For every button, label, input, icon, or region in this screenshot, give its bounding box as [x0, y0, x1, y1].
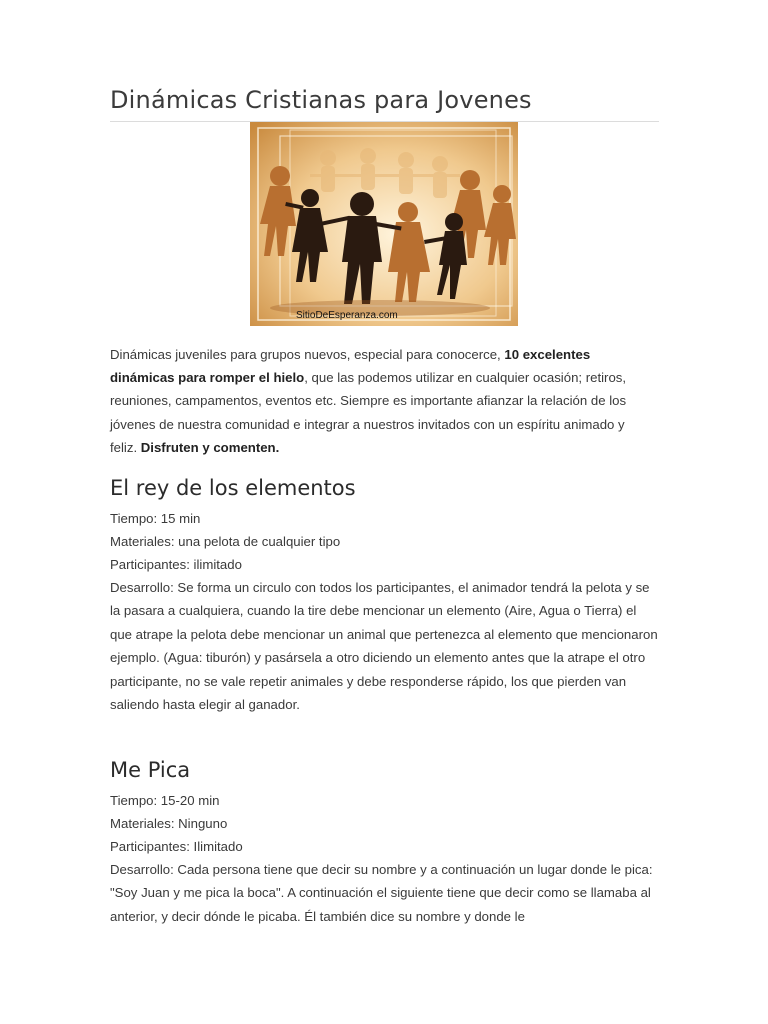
- people-holding-hands-image: [250, 122, 518, 326]
- page-title: Dinámicas Cristianas para Jovenes: [110, 86, 532, 114]
- intro-closing: Disfruten y comenten.: [140, 439, 280, 455]
- section-desarrollo: Desarrollo: Cada persona tiene que decir su nombre y a continuación un lugar donde le pica: "Soy Juan y me pica la boca". A continuación el siguiente tiene que decir como se llamaba al anterior, y decir dónde le picaba. Él también dice su nombre y donde le: [110, 862, 653, 924]
- hero-image: [250, 122, 518, 326]
- section-materiales: Materiales: Ninguno: [110, 816, 228, 831]
- section-participantes: Participantes: Ilimitado: [110, 839, 243, 854]
- section-participantes: Participantes: ilimitado: [110, 557, 242, 572]
- section-desarrollo: Desarrollo: Se forma un circulo con todos los participantes, el animador tendrá la pelota y se la pasara a cualquiera, cuando la tire debe mencionar un elemento (Aire, Agua o Tierra) el que atrape la pelota debe mencionar un animal que pertenezca al elemento que mencionaron ejemplo. (Agua: tiburón) y pasársela a otro diciendo un elemento antes que la atrape el otro participante, no se vale repetir animales y debe responderse rápido, los que pierden van saliendo hasta elegir al ganador.: [110, 580, 658, 713]
- section-heading-rey: El rey de los elementos: [110, 476, 356, 500]
- intro-text-2: , que las podemos utilizar en cualquier ocasión; retiros, reuniones, campamentos, eventos etc. Siempre es importante afianzar la relación de los jóvenes de nuestra comunidad e integrar a nuestros invitados con un espíritu animado y feliz.: [110, 370, 627, 455]
- image-watermark: SitioDeEsperanza.com: [296, 310, 398, 321]
- intro-paragraph: [110, 343, 650, 459]
- section-tiempo: Tiempo: 15 min: [110, 511, 201, 526]
- section-tiempo: Tiempo: 15-20 min: [110, 793, 220, 808]
- intro-highlight: 10 excelentes dinámicas para romper el hielo: [110, 347, 591, 386]
- section-materiales: Materiales: una pelota de cualquier tipo: [110, 534, 341, 549]
- section-heading-me-pica: Me Pica: [110, 758, 191, 782]
- intro-text-1: Dinámicas juveniles para grupos nuevos, especial para conocerce,: [110, 347, 505, 362]
